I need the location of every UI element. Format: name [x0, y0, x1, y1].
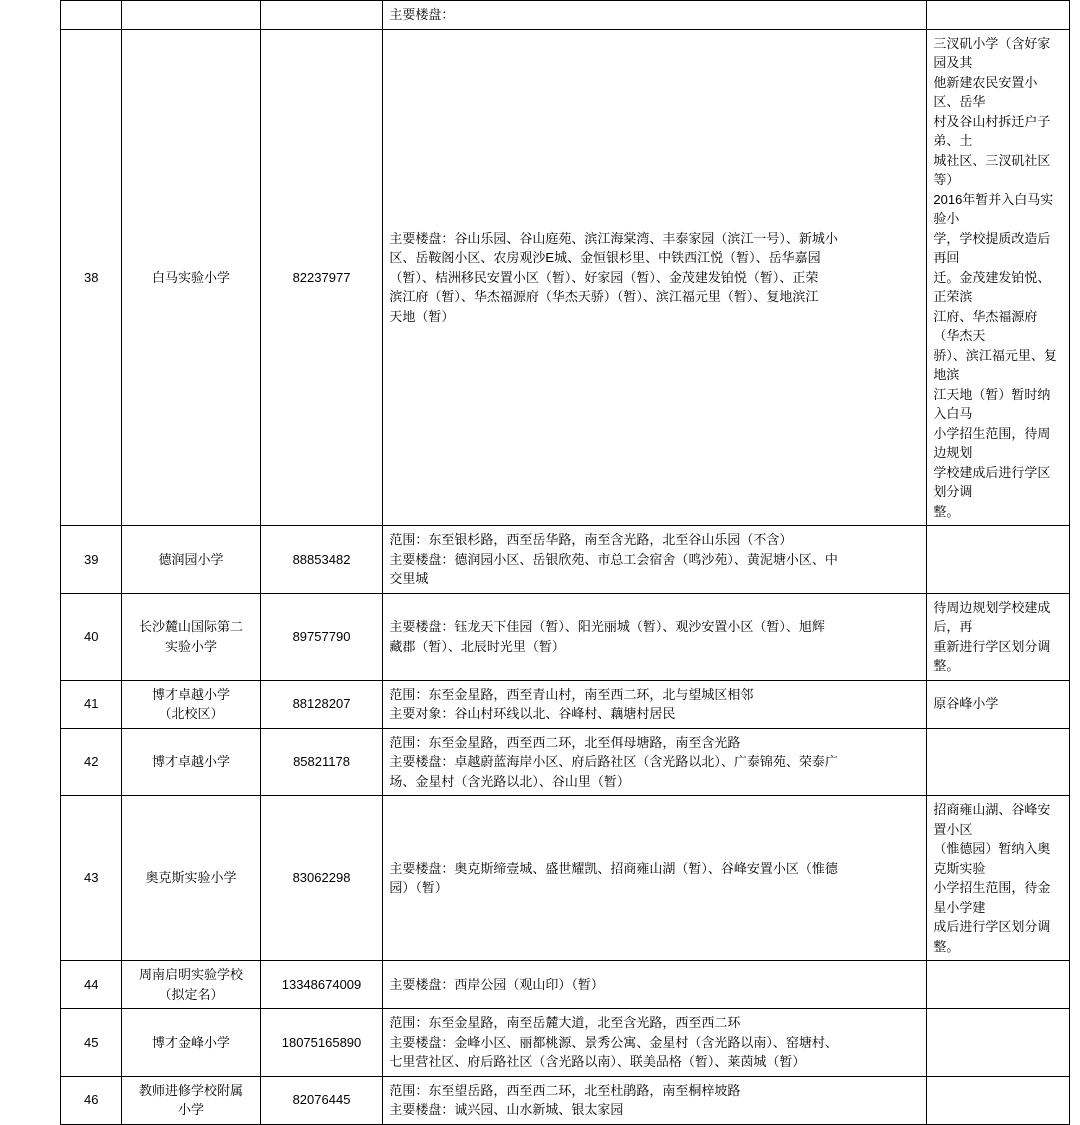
cell-num: 40	[61, 593, 122, 680]
table-row-partial	[61, 1, 1070, 30]
cell-num: 46	[61, 1076, 122, 1124]
cell-phone: 88853482	[260, 526, 383, 594]
table-row	[61, 1009, 1070, 1077]
cell-name	[122, 1, 260, 30]
table-row	[61, 728, 1070, 796]
cell-note: 招商雍山湖、谷峰安置小区 （惟德园）暂纳入奥克斯实验 小学招生范围，待金星小学建 成后进行学区划分调整。	[927, 796, 1070, 961]
cell-num: 42	[61, 728, 122, 796]
cell-num	[61, 1, 122, 30]
cell-scope: 范围：东至望岳路，西至西二环，北至杜鹃路，南至桐梓坡路 主要楼盘：诚兴园、山水新城、银太家园	[383, 1076, 927, 1124]
cell-phone: 83062298	[260, 796, 383, 961]
cell-name: 长沙麓山国际第二 实验小学	[122, 593, 260, 680]
cell-note	[927, 1009, 1070, 1077]
cell-name: 博才卓越小学 （北校区）	[122, 680, 260, 728]
table-row	[61, 961, 1070, 1009]
cell-name: 教师进修学校附属 小学	[122, 1076, 260, 1124]
table-row	[61, 1076, 1070, 1124]
cell-scope: 范围：东至金星路，南至岳麓大道，北至含光路，西至西二环 主要楼盘：金峰小区、丽都桃源、景秀公寓、金星村（含光路以南）、窑塘村、 七里营社区、府后路社区（含光路以南）、联美品格（暂）、莱茵城（暂）	[383, 1009, 927, 1077]
cell-note	[927, 526, 1070, 594]
cell-scope: 范围：东至金星路，西至西二环，北至佴母塘路，南至含光路 主要楼盘：卓越蔚蓝海岸小区、府后路社区（含光路以北）、广泰锦苑、荣泰广 场、金星村（含光路以北）、谷山里（暂）	[383, 728, 927, 796]
cell-phone: 82076445	[260, 1076, 383, 1124]
cell-phone: 89757790	[260, 593, 383, 680]
cell-phone: 18075165890	[260, 1009, 383, 1077]
cell-scope: 范围：东至金星路，西至青山村，南至西二环，北与望城区相邻 主要对象：谷山村环线以北、谷峰村、藕塘村居民	[383, 680, 927, 728]
cell-note	[927, 1, 1070, 30]
cell-note	[927, 1076, 1070, 1124]
cell-name: 白马实验小学	[122, 29, 260, 526]
cell-name: 博才卓越小学	[122, 728, 260, 796]
cell-note: 原谷峰小学	[927, 680, 1070, 728]
cell-num: 45	[61, 1009, 122, 1077]
cell-name: 周南启明实验学校 （拟定名）	[122, 961, 260, 1009]
table-row	[61, 526, 1070, 594]
cell-note: 待周边规划学校建成后，再 重新进行学区划分调整。	[927, 593, 1070, 680]
cell-num: 39	[61, 526, 122, 594]
cell-note: 三汊矶小学（含好家园及其 他新建农民安置小区、岳华 村及谷山村拆迁户子弟、土 城社区、三汊矶社区等） 2016年暂并入白马实验小 学，学校提质改造后再回 迁。金茂建发铂悦、正荣滨 江府、华杰福源府（华杰天 骄）、滨江福元里、复地滨 江天地（暂）暂时纳入白马 小学招生范围，待周边规划 学校建成后进行学区划分调 整。	[927, 29, 1070, 526]
table-row	[61, 29, 1070, 526]
cell-note	[927, 728, 1070, 796]
cell-phone	[260, 1, 383, 30]
table-row	[61, 593, 1070, 680]
cell-scope: 主要楼盘：奥克斯缔壹城、盛世耀凯、招商雍山湖（暂）、谷峰安置小区（惟德 园）（暂）	[383, 796, 927, 961]
cell-num: 41	[61, 680, 122, 728]
cell-num: 44	[61, 961, 122, 1009]
cell-num: 38	[61, 29, 122, 526]
cell-phone: 13348674009	[260, 961, 383, 1009]
cell-name: 德润园小学	[122, 526, 260, 594]
cell-num: 43	[61, 796, 122, 961]
cell-scope: 主要楼盘：谷山乐园、谷山庭苑、滨江海棠湾、丰泰家园（滨江一号）、新城小 区、岳鞍阁小区、农房观沙E城、金恒银杉里、中铁西江悦（暂）、岳华嘉园 （暂）、桔洲移民安置小区（暂）、好家园（暂）、金茂建发铂悦（暂）、正荣 滨江府（暂）、华杰福源府（华杰天骄）（暂）、滨江福元里（暂）、复地滨江 天地（暂）	[383, 29, 927, 526]
cell-scope: 主要楼盘：钰龙天下佳园（暂）、阳光丽城（暂）、观沙安置小区（暂）、旭辉 藏郡（暂）、北辰时光里（暂）	[383, 593, 927, 680]
cell-name: 奥克斯实验小学	[122, 796, 260, 961]
table-row	[61, 796, 1070, 961]
cell-name: 博才金峰小学	[122, 1009, 260, 1077]
cell-scope: 范围：东至银杉路，西至岳华路，南至含光路，北至谷山乐园（不含） 主要楼盘：德润园小区、岳银欣苑、市总工会宿舍（鸣沙苑）、黄泥塘小区、中 交里城	[383, 526, 927, 594]
cell-scope: 主要楼盘：西岸公园（观山印）（暂）	[383, 961, 927, 1009]
cell-phone: 88128207	[260, 680, 383, 728]
cell-scope: 主要楼盘：	[383, 1, 927, 30]
table-body	[61, 1, 1070, 1125]
cell-phone: 82237977	[260, 29, 383, 526]
school-enrollment-table	[60, 0, 1070, 1125]
table-row	[61, 680, 1070, 728]
cell-note	[927, 961, 1070, 1009]
cell-phone: 85821178	[260, 728, 383, 796]
